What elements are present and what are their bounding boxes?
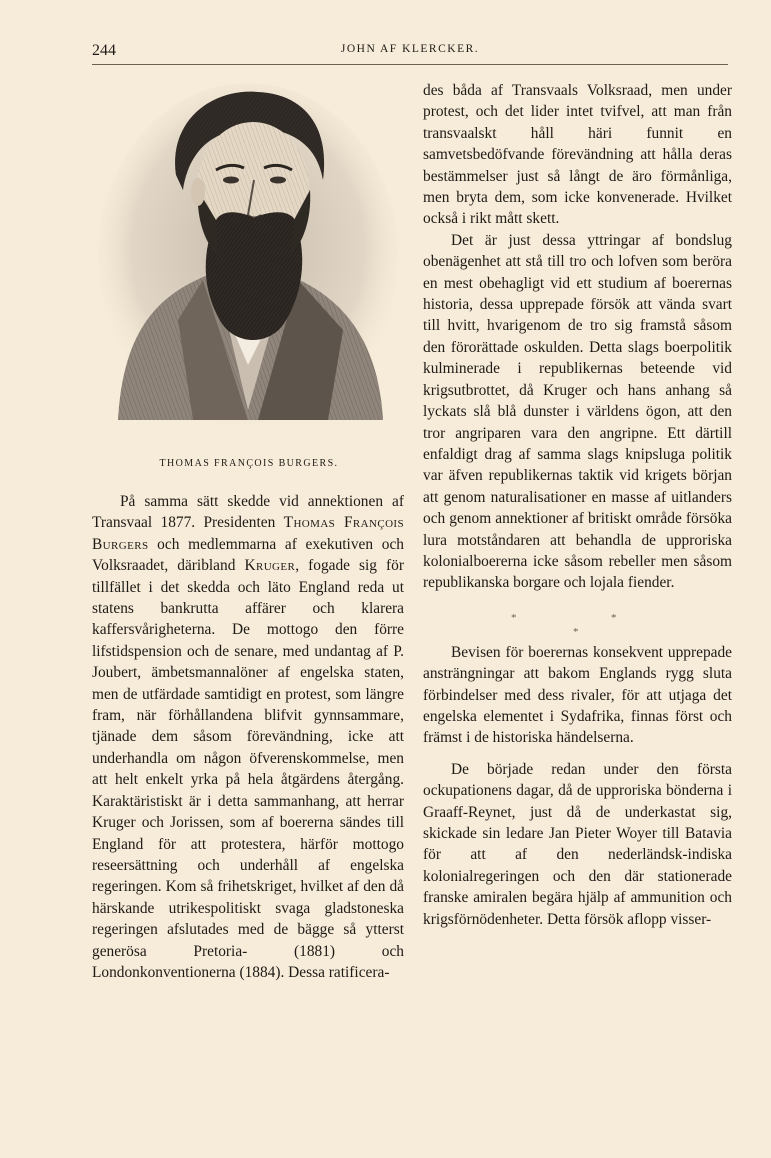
text-run: På samma sätt skedde vid annektionen af Transvaal 1877. Presidenten — [92, 493, 404, 532]
asterisk: * — [611, 611, 617, 624]
person-name: Kruger — [244, 557, 296, 575]
paragraph: De började redan under den första ockupationens dagar, då de upproriska bönderna i Graaff-Reynet, just då de underkastat sig, skickade sin ledare Jan Pieter Woyer till Batavia för att af den nederländsk-indiska kolonialregeringen och den där stationerade franske amiralen begära hjälp af ammunition och krigsförnödenheter. Detta försök aflopp visser- — [423, 760, 732, 928]
asterisk: * — [511, 611, 517, 624]
text-run: och medlemmarna af exekutiven och Volksraadet, däribland — [92, 535, 404, 575]
paragraph: des båda af Transvaals Volksraad, men under protest, och det lider intet tvifvel, att man från transvaalskt håll häri funnit en samvetsbedöfvande förevändning att hålla deras bestämmelser just så långt de äro förmånliga, men bryta dem, som icke konvenerade. Hvilket också i rikt mått skett. — [423, 82, 732, 228]
right-column — [423, 80, 732, 930]
asterism-divider — [423, 598, 732, 642]
text-run: , fogade sig för tillfället i det skedda och läto England reda ut statens bankrutta affärer och klarera kaffersvårigheterna. De mottogo den förre lifstidspension och de senare, med undantag af P. Joubert, ämbetsmannalöner af engelska staten, men de utfärdade samtidigt en protest, som längre fram, när förhållandena blifvit gynnsammare, tjänade dem såsom förevändning, icke att underhandla om någon öfverenskommelse, men att helt enkelt yrka på hela åtgärdens återgång. Karaktäristiskt är i detta sammanhang, att herrar Kruger och Jorissen, som af boererna sändes till England för att protestera, härför mottogo reseersättning och underhåll af engelska regeringen. Kom så frihetskriget, hvilket af den då härskande utrikespolitiskt svaga gladstoneska regeringen afslutades med de bägge så ytterst generösa Pretoria- (1881) och Londonkonventionerna (1884). Dessa ratificera- — [92, 557, 404, 981]
paragraph: Det är just dessa yttringar af bondslug obenägenhet att stå till tro och lofven som beröra en mest obehagligt vid ett studium af boerernas historia, dessa upprepade försök att vända svart till hvitt, hvarigenom de tro sig framstå såsom den förorättade oskulden. Detta slags boerpolitik kulminerade i republikernas beteende vid krigsutbrottet, då Kruger och hans anhang så lyckats slå blå dunster i världens ögon, att den tror angriparen vara den angripne. Ett därtill enfaldigt drag af samma slags knipsluga politik var äfven republikernas taktik vid krigets början att genom naturalisationer en masse af uitlanders och genom annektioner af britiskt område försöka lura motståndaren att behandla de upproriska kolonialboererna icke såsom rebeller men såsom republikanska borgare och lojala fiender. — [423, 231, 732, 592]
asterisk: * — [573, 625, 579, 638]
page-number: 244 — [92, 42, 116, 59]
portrait-illustration — [98, 80, 398, 425]
left-column — [92, 491, 404, 983]
paragraph: Bevisen för boerernas konsekvent upprepade ansträngningar att bakom Englands rygg sluta förbindelser med dess rivaler, för att utjaga det engelska elementet i Sydafrika, finnas först och främst i de historiska händelserna. — [423, 643, 732, 747]
paragraph — [92, 491, 404, 983]
figure-caption: THOMAS FRANÇOIS BURGERS. — [159, 458, 339, 469]
running-title: JOHN AF KLERCKER. — [340, 43, 480, 55]
person-name: Thomas François Burgers — [92, 514, 404, 553]
page-header — [92, 40, 728, 65]
portrait-engraving — [98, 80, 398, 425]
